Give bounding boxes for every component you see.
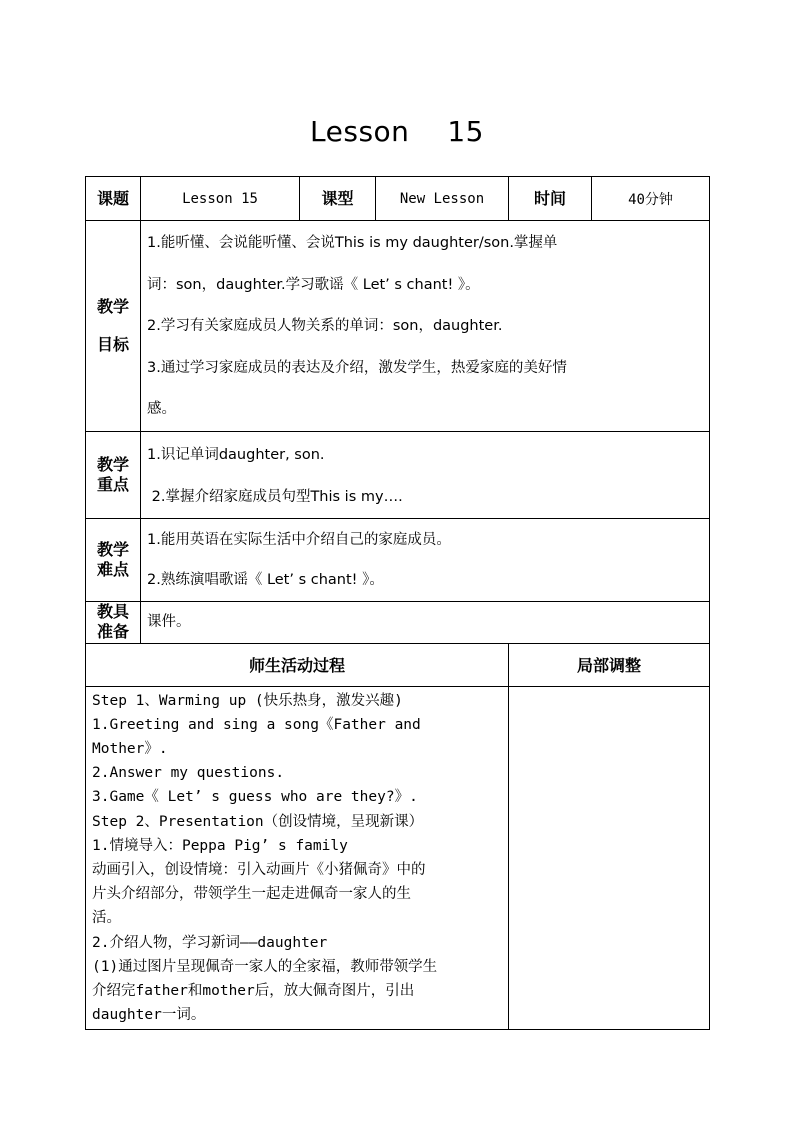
process-line: daughter一词。: [92, 1007, 206, 1024]
objective-line: 1.能听懂、会说能听懂、会说This is my daughter/son.掌握单: [147, 235, 558, 251]
adjustment-header: 局部调整: [509, 643, 710, 686]
lesson-plan-table: [85, 176, 710, 1030]
tools-label-line2: 准备: [96, 622, 129, 641]
key-points-content: [141, 431, 710, 518]
tools-value: 课件。: [147, 614, 191, 630]
process-line: Step 2、Presentation（创设情境，呈现新课）: [92, 813, 424, 830]
key-points-label: [86, 431, 141, 518]
objectives-label-line1: 教学: [96, 296, 129, 316]
info-row: [86, 177, 710, 221]
process-header-row: [86, 643, 710, 686]
type-label: 课型: [300, 177, 376, 221]
process-line: 1.情境导入：Peppa Pig’ s family: [92, 837, 348, 854]
objective-line: 3.通过学习家庭成员的表达及介绍，激发学生，热爱家庭的美好情: [147, 359, 567, 376]
tools-label-line1: 教具: [96, 602, 129, 621]
time-label: 时间: [509, 177, 592, 221]
process-line: Mother》.: [92, 740, 168, 757]
topic-value: Lesson 15: [141, 177, 300, 221]
key-points-label-line1: 教学: [96, 454, 129, 474]
objective-line: 感。: [147, 401, 176, 417]
topic-label: 课题: [86, 177, 141, 221]
process-line: (1)通过图片呈现佩奇一家人的全家福，教师带领学生: [92, 958, 438, 975]
type-value: New Lesson: [376, 177, 509, 221]
process-header: 师生活动过程: [86, 643, 509, 686]
difficulties-content: [141, 518, 710, 601]
page-title: Lesson 15: [310, 115, 484, 148]
process-row: [86, 686, 710, 1030]
difficulties-label: [86, 518, 141, 601]
objectives-content: [141, 221, 710, 432]
difficulty-line: 1.能用英语在实际生活中介绍自己的家庭成员。: [147, 531, 451, 548]
process-line: 2.介绍人物，学习新词——daughter: [92, 934, 328, 951]
objectives-label: [86, 221, 141, 432]
difficulties-label-line1: 教学: [96, 539, 129, 559]
process-line: 动画引入，创设情境：引入动画片《小猪佩奇》中的: [92, 861, 426, 878]
key-point-line: 2.掌握介绍家庭成员句型This is my….: [147, 488, 403, 505]
key-points-label-line2: 重点: [96, 474, 129, 494]
tools-label: [86, 601, 141, 643]
process-line: Step 1、Warming up (快乐热身，激发兴趣): [92, 692, 403, 709]
key-points-row: [86, 431, 710, 518]
key-point-line: 1.识记单词daughter, son.: [147, 446, 325, 463]
process-line: 活。: [92, 910, 121, 927]
objective-line: 2.学习有关家庭成员人物关系的单词：son，daughter.: [147, 318, 503, 334]
objectives-label-line2: 目标: [96, 334, 129, 354]
adjustment-content: [509, 686, 710, 1030]
difficulties-row: [86, 518, 710, 601]
process-content: [86, 686, 509, 1030]
process-line: 介绍完father和mother后，放大佩奇图片，引出: [92, 982, 415, 999]
process-line: 片头介绍部分，带领学生一起走进佩奇一家人的生: [92, 886, 411, 903]
process-line: 2.Answer my questions.: [92, 765, 285, 782]
process-line: 1.Greeting and sing a song《Father and: [92, 716, 421, 733]
tools-content: [141, 601, 710, 643]
process-line: 3.Game《 Let’ s guess who are they?》.: [92, 789, 418, 806]
objective-line: 词：son，daughter.学习歌谣《 Let’ s chant! 》。: [147, 276, 480, 293]
tools-row: [86, 601, 710, 643]
objectives-row: [86, 221, 710, 432]
difficulties-label-line2: 难点: [96, 559, 129, 579]
time-value: 40分钟: [592, 177, 710, 221]
difficulty-line: 2.熟练演唱歌谣《 Let’ s chant! 》。: [147, 571, 384, 588]
